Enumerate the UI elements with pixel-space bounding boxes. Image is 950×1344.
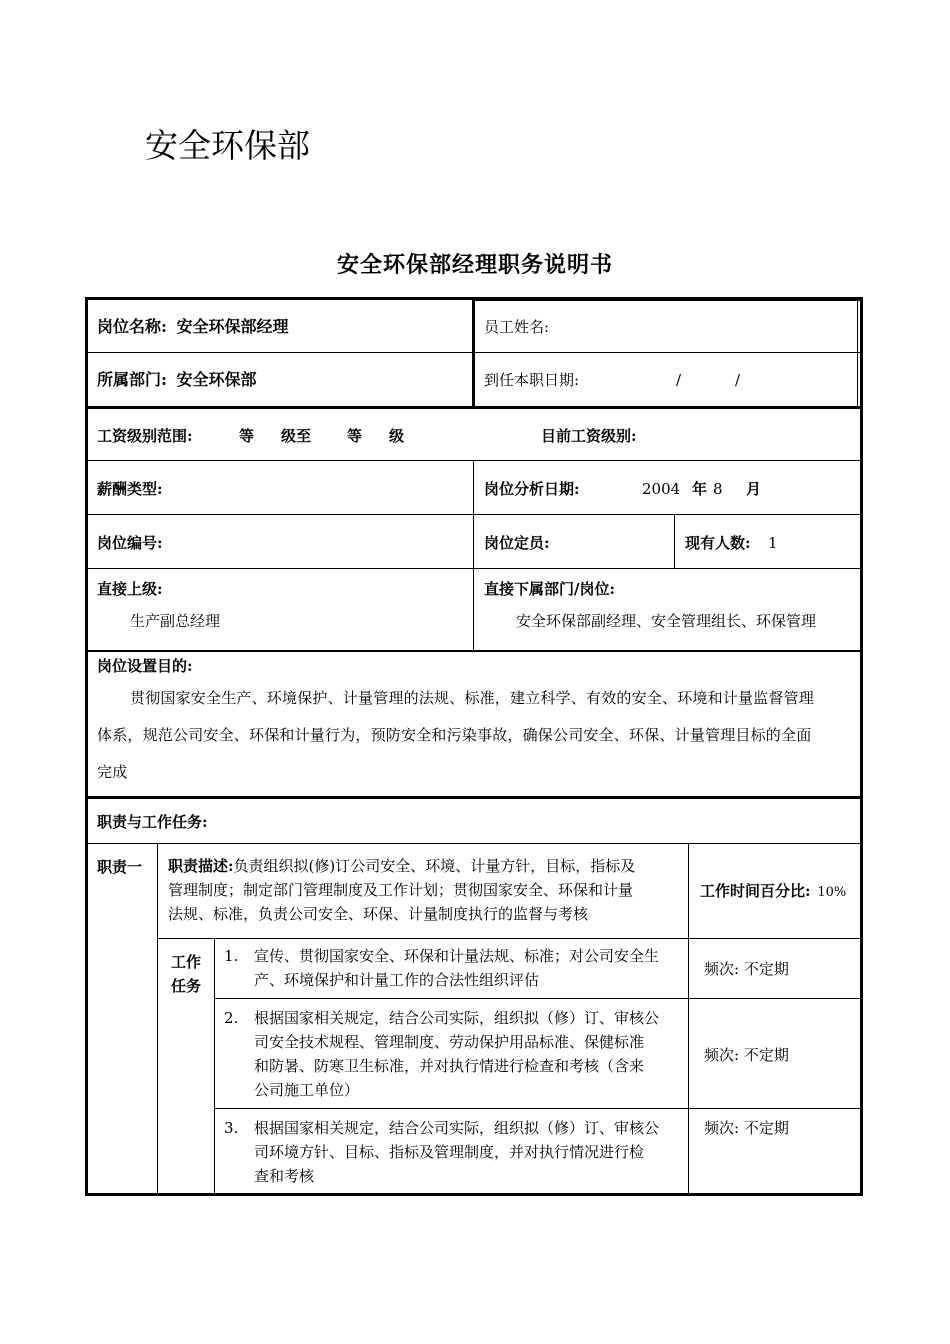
task-1-line-1: 宣传、贯彻国家安全、环保和计量法规、标准；对公司安全生 [254,947,660,965]
purpose-label: 岗位设置目的: [97,657,193,675]
row-divider-8 [88,843,860,844]
analysis-month: 8 [713,480,723,498]
position-name-field [97,318,289,336]
duty-1-desc-line-1 [168,854,683,878]
row-divider-3 [88,460,860,461]
subordinate-value: 安全环保部副经理、安全管理组长、环保管理 [516,612,817,630]
table-border-bottom [85,1193,863,1196]
tasks-label-line-1: 工作 [170,953,201,971]
task-1-number: 1. [224,947,239,965]
task-3-text [254,1116,684,1188]
col-divider-mid [473,460,474,650]
analysis-date-label: 岗位分析日期: [484,480,580,498]
time-percentage-value: 10% [817,885,847,900]
start-date-separator-2: / [735,371,741,389]
superior-label: 直接上级: [97,580,163,598]
duty-desc-label: 职责描述: [168,857,234,875]
superior-value: 生产副总经理 [130,612,221,630]
inner-box-left [472,300,475,408]
duty-1-desc-line-3: 法规、标准，负责公司安全、环保、计量制度执行的监督与考核 [168,905,589,923]
duty-label-col [157,843,158,1195]
tasks-label [160,950,212,998]
analysis-year: 2004 [642,480,681,498]
department-value: 安全环保部 [176,370,257,389]
headcount-label: 岗位定员: [484,534,550,552]
inner-box-right [857,300,858,408]
row-divider-1 [88,352,860,353]
inner-box-top [472,300,860,301]
analysis-year-unit: 年 [692,480,708,498]
time-percentage [700,882,846,902]
salary-range-label: 工资级别范围: [97,427,193,445]
task-3-number: 3. [224,1119,239,1137]
department-field [97,371,257,389]
tasks-label-line-2: 任务 [170,977,201,995]
task-label-col [214,938,215,1195]
department-label: 所属部门: [97,370,167,389]
row-divider-4 [88,514,860,515]
employee-name-label: 员工姓名: [484,318,550,336]
row-divider-7 [88,796,860,799]
purpose-line-1: 贯彻国家安全生产、环境保护、计量管理的法规、标准，建立科学、有效的安全、环境和计量监督管理 [130,689,815,707]
subordinate-label: 直接下属部门/岗位: [484,580,616,598]
task-3-frequency: 频次: 不定期 [704,1119,789,1137]
duty-1-desc-line-2: 管理制度；制定部门管理制度及工作计划；贯彻国家安全、环保和计量 [168,881,634,899]
current-count-value: 1 [768,534,778,552]
department-heading: 安全环保部 [145,126,310,165]
task-row-divider-1 [214,998,860,999]
row-divider-2 [88,406,860,409]
task-3-line-3: 查和考核 [254,1167,315,1185]
duties-section-label: 职责与工作任务: [97,813,208,831]
duty-1-label: 职责一 [97,858,143,876]
task-2-line-3: 和防暑、防寒卫生标准，并对执行情进行检查和考核（含来 [254,1057,645,1075]
purpose-line-3: 完成 [97,763,128,781]
time-percentage-label: 工作时间百分比: [700,882,811,900]
task-1-frequency: 频次: 不定期 [704,960,789,978]
task-3-line-1: 根据国家相关规定，结合公司实际，组织拟（修）订、审核公 [254,1119,660,1137]
salary-range-deng-2: 等 [347,427,363,445]
task-2-line-1: 根据国家相关规定，结合公司实际，组织拟（修）订、审核公 [254,1009,660,1027]
start-date-label: 到任本职日期: [484,371,580,389]
duty-desc-bottom [157,938,860,939]
task-2-line-2: 司安全技术规程、管理制度、劳动保护用品标准、保健标准 [254,1033,645,1051]
current-grade-label: 目前工资级别: [541,427,637,445]
start-date-separator-1: / [676,371,682,389]
salary-range-ji: 级 [389,427,405,445]
purpose-line-2: 体系，规范公司安全、环保和计量行为，预防安全和污染事故，确保公司安全、环保、计量管理目标的全面 [97,726,812,744]
salary-range-deng-1: 等 [239,427,255,445]
salary-range-ji-zhi: 级至 [281,427,312,445]
task-2-number: 2. [224,1009,239,1027]
document-title: 安全环保部经理职务说明书 [336,252,613,278]
task-3-line-2: 司环境方针、目标、指标及管理制度，并对执行情况进行检 [254,1143,645,1161]
col-divider-headcount [674,514,675,568]
position-name-label: 岗位名称: [97,317,167,336]
table-border-right [860,297,863,1196]
duty-pct-col [688,843,689,1195]
task-2-line-4: 公司施工单位） [254,1081,360,1099]
row-divider-5 [88,568,860,569]
pay-type-label: 薪酬类型: [97,480,163,498]
current-count-label: 现有人数: [685,534,751,552]
position-number-label: 岗位编号: [97,534,163,552]
row-divider-6 [88,650,860,652]
duty-desc-text-1: 负责组织拟(修)订公司安全、环境、计量方针，目标，指标及 [233,857,636,875]
task-1-line-2: 产、环境保护和计量工作的合法性组织评估 [254,971,540,989]
task-2-text [254,1006,684,1102]
task-1-text [254,944,684,992]
task-row-divider-2 [214,1108,860,1109]
table-border-left [85,297,88,1196]
duty-1-description [168,854,683,926]
position-name-value: 安全环保部经理 [176,317,289,336]
analysis-month-unit: 月 [746,480,762,498]
task-2-frequency: 频次: 不定期 [704,1046,789,1064]
